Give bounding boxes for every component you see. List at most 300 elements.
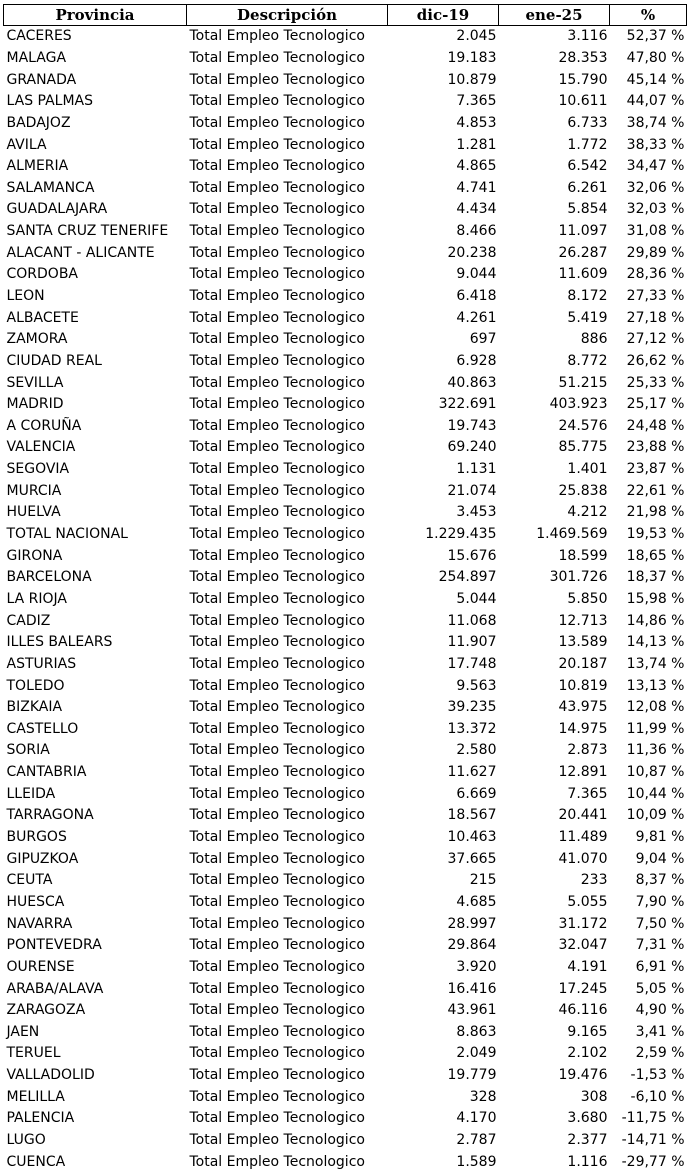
cell-dic-19: 15.676: [447, 547, 497, 564]
cell-dic-19: 17.748: [447, 655, 497, 672]
cell-percent: 10,44 %: [626, 785, 685, 802]
table-row: [4, 286, 687, 308]
cell-ene-25: 13.589: [558, 634, 608, 651]
cell-provincia: GRANADA: [6, 71, 77, 88]
cell-dic-19: 39.235: [447, 699, 497, 716]
cell-ene-25: 41.070: [558, 850, 608, 867]
cell-ene-25: 308: [580, 1088, 608, 1105]
cell-provincia: ILLES BALEARS: [6, 634, 113, 651]
cell-percent: 34,47 %: [626, 158, 685, 175]
cell-provincia: HUELVA: [6, 504, 61, 521]
cell-provincia: ZARAGOZA: [6, 1002, 86, 1019]
cell-provincia: TOTAL NACIONAL: [6, 526, 128, 543]
cell-percent: 44,07 %: [626, 93, 685, 110]
table-row: [4, 610, 687, 632]
table-row: [4, 524, 687, 546]
cell-dic-19: 254.897: [438, 569, 497, 586]
cell-dic-19: 6.418: [456, 288, 497, 304]
cell-dic-19: 16.416: [447, 980, 497, 997]
cell-provincia: LUGO: [6, 1131, 46, 1148]
cell-descripcion: Total Empleo Tecnologico: [189, 1045, 365, 1062]
cell-percent: 11,36 %: [626, 742, 685, 759]
cell-ene-25: 20.187: [558, 655, 608, 672]
cell-dic-19: 322.691: [438, 396, 497, 413]
table-row: [4, 913, 687, 935]
cell-dic-19: 29.864: [447, 937, 497, 954]
cell-descripcion: Total Empleo Tecnologico: [189, 223, 365, 240]
cell-provincia: SEVILLA: [6, 374, 64, 391]
cell-percent: 29,89 %: [626, 244, 685, 261]
cell-provincia: TERUEL: [6, 1045, 61, 1062]
cell-percent: 47,80 %: [626, 49, 685, 66]
cell-provincia: SANTA CRUZ TENERIFE: [6, 223, 169, 240]
cell-percent: 7,31 %: [635, 937, 685, 954]
cell-descripcion: Total Empleo Tecnologico: [189, 742, 365, 759]
cell-percent: 5,05 %: [635, 980, 685, 997]
header-dic-19: dic-19: [388, 5, 499, 26]
cell-ene-25: 24.576: [558, 417, 608, 434]
cell-dic-19: 1.281: [456, 136, 497, 153]
cell-ene-25: 15.790: [558, 71, 608, 88]
cell-percent: -29,77 %: [621, 1153, 685, 1170]
cell-dic-19: 10.879: [447, 71, 497, 88]
cell-dic-19: 5.044: [456, 590, 497, 607]
cell-ene-25: 301.726: [549, 569, 608, 586]
cell-provincia: MADRID: [6, 396, 64, 413]
header-row: [4, 5, 687, 26]
table-row: [4, 1043, 687, 1065]
table-row: [4, 199, 687, 221]
cell-percent: -1,53 %: [630, 1067, 685, 1084]
table-row: [4, 502, 687, 524]
cell-descripcion: Total Empleo Tecnologico: [189, 872, 365, 889]
cell-descripcion: Total Empleo Tecnologico: [189, 590, 365, 607]
cell-percent: 22,61 %: [626, 482, 685, 499]
cell-descripcion: Total Empleo Tecnologico: [189, 1023, 365, 1040]
cell-descripcion: Total Empleo Tecnologico: [189, 309, 365, 326]
cell-ene-25: 5.854: [567, 201, 608, 218]
cell-ene-25: 9.165: [567, 1023, 608, 1040]
table-row: [4, 1021, 687, 1043]
cell-descripcion: Total Empleo Tecnologico: [189, 526, 365, 543]
cell-provincia: CUENCA: [6, 1153, 66, 1170]
cell-percent: 45,14 %: [626, 71, 685, 88]
cell-ene-25: 20.441: [558, 807, 608, 824]
cell-provincia: AVILA: [6, 136, 47, 153]
table-row: [4, 26, 687, 48]
cell-percent: -6,10 %: [630, 1088, 685, 1105]
cell-percent: 18,37 %: [626, 569, 685, 586]
cell-percent: 12,08 %: [626, 699, 685, 716]
cell-dic-19: 4.685: [456, 893, 497, 910]
cell-provincia: OURENSE: [6, 958, 75, 975]
cell-provincia: MURCIA: [6, 482, 62, 499]
cell-ene-25: 2.873: [567, 742, 608, 759]
cell-percent: 21,98 %: [626, 504, 685, 521]
cell-provincia: SALAMANCA: [6, 179, 95, 196]
cell-dic-19: 3.920: [456, 958, 497, 975]
table-row: [4, 459, 687, 481]
table-row: [4, 957, 687, 979]
cell-percent: 14,13 %: [626, 634, 685, 651]
cell-percent: 31,08 %: [626, 223, 685, 240]
cell-dic-19: 4.434: [456, 201, 497, 218]
table-row: [4, 1151, 687, 1173]
cell-descripcion: Total Empleo Tecnologico: [189, 634, 365, 651]
cell-ene-25: 85.775: [558, 439, 608, 456]
cell-percent: 13,13 %: [626, 677, 685, 694]
cell-provincia: A CORUÑA: [6, 417, 82, 434]
cell-dic-19: 9.563: [456, 677, 497, 694]
cell-dic-19: 2.580: [456, 742, 497, 759]
table-row: [4, 675, 687, 697]
cell-provincia: LEON: [6, 288, 45, 304]
cell-dic-19: 697: [469, 331, 497, 348]
cell-descripcion: Total Empleo Tecnologico: [189, 461, 365, 478]
cell-dic-19: 19.743: [447, 417, 497, 434]
cell-ene-25: 6.261: [567, 179, 608, 196]
table-row: [4, 719, 687, 741]
cell-descripcion: Total Empleo Tecnologico: [189, 807, 365, 824]
table-row: [4, 1000, 687, 1022]
cell-descripcion: Total Empleo Tecnologico: [189, 352, 365, 369]
cell-descripcion: Total Empleo Tecnologico: [189, 28, 365, 45]
cell-descripcion: Total Empleo Tecnologico: [189, 1002, 365, 1019]
table-body: [4, 26, 687, 1173]
cell-ene-25: 25.838: [558, 482, 608, 499]
cell-ene-25: 1.401: [567, 461, 608, 478]
cell-ene-25: 11.097: [558, 223, 608, 240]
cell-percent: 27,12 %: [626, 331, 685, 348]
cell-dic-19: 43.961: [447, 1002, 497, 1019]
table-row: [4, 480, 687, 502]
cell-provincia: CIUDAD REAL: [6, 352, 102, 369]
cell-descripcion: Total Empleo Tecnologico: [189, 569, 365, 586]
table-row: [4, 892, 687, 914]
cell-provincia: ARABA/ALAVA: [6, 980, 104, 997]
cell-ene-25: 12.713: [558, 612, 608, 629]
cell-descripcion: Total Empleo Tecnologico: [189, 655, 365, 672]
cell-ene-25: 11.489: [558, 829, 608, 846]
header-provincia: Provincia: [4, 5, 187, 26]
cell-percent: 10,87 %: [626, 764, 685, 781]
cell-dic-19: 18.567: [447, 807, 497, 824]
cell-ene-25: 11.609: [558, 266, 608, 283]
cell-ene-25: 5.055: [567, 893, 608, 910]
cell-dic-19: 69.240: [447, 439, 497, 456]
cell-percent: 38,74 %: [626, 114, 685, 131]
cell-ene-25: 6.733: [567, 114, 608, 131]
cell-provincia: CANTABRIA: [6, 764, 87, 781]
table-row: [4, 848, 687, 870]
cell-ene-25: 17.245: [558, 980, 608, 997]
cell-descripcion: Total Empleo Tecnologico: [189, 201, 365, 218]
cell-provincia: PONTEVEDRA: [6, 937, 102, 954]
cell-dic-19: 328: [469, 1088, 497, 1105]
table-header: [4, 5, 687, 26]
cell-provincia: VALLADOLID: [6, 1067, 95, 1084]
cell-ene-25: 4.212: [567, 504, 608, 521]
table-row: [4, 416, 687, 438]
table-row: [4, 870, 687, 892]
cell-percent: 7,90 %: [635, 893, 685, 910]
table-row: [4, 805, 687, 827]
cell-descripcion: Total Empleo Tecnologico: [189, 612, 365, 629]
cell-ene-25: 14.975: [558, 720, 608, 737]
cell-ene-25: 18.599: [558, 547, 608, 564]
cell-descripcion: Total Empleo Tecnologico: [189, 1153, 365, 1170]
cell-descripcion: Total Empleo Tecnologico: [189, 893, 365, 910]
cell-percent: 32,03 %: [626, 201, 685, 218]
cell-dic-19: 4.865: [456, 158, 497, 175]
cell-ene-25: 8.172: [567, 288, 608, 304]
cell-provincia: GIPUZKOA: [6, 850, 79, 867]
cell-percent: 23,87 %: [626, 461, 685, 478]
cell-ene-25: 12.891: [558, 764, 608, 781]
cell-dic-19: 2.045: [456, 28, 497, 45]
cell-dic-19: 11.627: [447, 764, 497, 781]
table-row: [4, 1108, 687, 1130]
cell-percent: 10,09 %: [626, 807, 685, 824]
cell-percent: 38,33 %: [626, 136, 685, 153]
cell-dic-19: 11.907: [447, 634, 497, 651]
cell-percent: 13,74 %: [626, 655, 685, 672]
cell-percent: 7,50 %: [635, 915, 685, 932]
cell-percent: 2,59 %: [635, 1045, 685, 1062]
cell-percent: 4,90 %: [635, 1002, 685, 1019]
cell-dic-19: 4.261: [456, 309, 497, 326]
table-row: [4, 1086, 687, 1108]
cell-descripcion: Total Empleo Tecnologico: [189, 396, 365, 413]
cell-provincia: SEGOVIA: [6, 461, 70, 478]
table-row: [4, 783, 687, 805]
table-row: [4, 177, 687, 199]
cell-dic-19: 8.863: [456, 1023, 497, 1040]
cell-provincia: BADAJOZ: [6, 114, 71, 131]
table-row: [4, 134, 687, 156]
cell-descripcion: Total Empleo Tecnologico: [189, 417, 365, 434]
cell-percent: 14,86 %: [626, 612, 685, 629]
cell-percent: 15,98 %: [626, 590, 685, 607]
cell-provincia: MALAGA: [6, 49, 67, 66]
cell-percent: 19,53 %: [626, 526, 685, 543]
cell-provincia: LLEIDA: [6, 785, 56, 802]
cell-provincia: PALENCIA: [6, 1110, 75, 1127]
table-row: [4, 567, 687, 589]
cell-dic-19: 4.170: [456, 1110, 497, 1127]
cell-provincia: GIRONA: [6, 547, 63, 564]
cell-percent: 8,37 %: [635, 872, 685, 889]
cell-descripcion: Total Empleo Tecnologico: [189, 958, 365, 975]
cell-percent: 27,18 %: [626, 309, 685, 326]
cell-provincia: VALENCIA: [6, 439, 76, 456]
cell-dic-19: 40.863: [447, 374, 497, 391]
cell-ene-25: 233: [580, 872, 608, 889]
table-row: [4, 437, 687, 459]
cell-dic-19: 28.997: [447, 915, 497, 932]
table-row: [4, 935, 687, 957]
cell-dic-19: 1.229.435: [425, 526, 497, 543]
cell-descripcion: Total Empleo Tecnologico: [189, 374, 365, 391]
cell-ene-25: 3.680: [567, 1110, 608, 1127]
cell-ene-25: 3.116: [567, 28, 608, 45]
cell-descripcion: Total Empleo Tecnologico: [189, 1067, 365, 1084]
cell-percent: 6,91 %: [635, 958, 685, 975]
cell-ene-25: 5.419: [567, 309, 608, 326]
cell-provincia: CADIZ: [6, 612, 51, 629]
cell-ene-25: 28.353: [558, 49, 608, 66]
cell-ene-25: 7.365: [567, 785, 608, 802]
cell-descripcion: Total Empleo Tecnologico: [189, 71, 365, 88]
cell-descripcion: Total Empleo Tecnologico: [189, 504, 365, 521]
cell-provincia: MELILLA: [6, 1088, 65, 1105]
table-row: [4, 48, 687, 70]
cell-dic-19: 13.372: [447, 720, 497, 737]
cell-dic-19: 1.131: [456, 461, 497, 478]
cell-dic-19: 215: [469, 872, 497, 889]
cell-percent: 11,99 %: [626, 720, 685, 737]
cell-descripcion: Total Empleo Tecnologico: [189, 1088, 365, 1105]
cell-provincia: BARCELONA: [6, 569, 92, 586]
cell-ene-25: 8.772: [567, 352, 608, 369]
cell-descripcion: Total Empleo Tecnologico: [189, 136, 365, 153]
cell-ene-25: 32.047: [558, 937, 608, 954]
table-row: [4, 329, 687, 351]
cell-percent: -11,75 %: [621, 1110, 685, 1127]
table-row: [4, 242, 687, 264]
table-row: [4, 221, 687, 243]
cell-percent: -14,71 %: [621, 1131, 685, 1148]
table-row: [4, 307, 687, 329]
cell-provincia: LA RIOJA: [6, 590, 67, 607]
cell-descripcion: Total Empleo Tecnologico: [189, 114, 365, 131]
cell-percent: 26,62 %: [626, 352, 685, 369]
cell-percent: 9,04 %: [635, 850, 685, 867]
table-row: [4, 654, 687, 676]
employment-table: [3, 4, 687, 1173]
cell-provincia: CORDOBA: [6, 266, 79, 283]
header-ene-25: ene-25: [499, 5, 610, 26]
cell-descripcion: Total Empleo Tecnologico: [189, 179, 365, 196]
cell-descripcion: Total Empleo Tecnologico: [189, 785, 365, 802]
cell-dic-19: 19.183: [447, 49, 497, 66]
cell-descripcion: Total Empleo Tecnologico: [189, 937, 365, 954]
table-row: [4, 545, 687, 567]
table-row: [4, 589, 687, 611]
cell-ene-25: 51.215: [558, 374, 608, 391]
cell-ene-25: 2.377: [567, 1131, 608, 1148]
cell-percent: 23,88 %: [626, 439, 685, 456]
cell-provincia: ALBACETE: [6, 309, 79, 326]
cell-ene-25: 46.116: [558, 1002, 608, 1019]
table-row: [4, 156, 687, 178]
cell-descripcion: Total Empleo Tecnologico: [189, 331, 365, 348]
cell-provincia: LAS PALMAS: [6, 93, 94, 110]
cell-descripcion: Total Empleo Tecnologico: [189, 915, 365, 932]
cell-descripcion: Total Empleo Tecnologico: [189, 93, 365, 110]
table-row: [4, 762, 687, 784]
header-descripcion: Descripción: [187, 5, 388, 26]
cell-ene-25: 1.116: [567, 1153, 608, 1170]
cell-descripcion: Total Empleo Tecnologico: [189, 244, 365, 261]
cell-percent: 28,36 %: [626, 266, 685, 283]
cell-dic-19: 3.453: [456, 504, 497, 521]
cell-provincia: CEUTA: [6, 872, 53, 889]
cell-dic-19: 4.853: [456, 114, 497, 131]
cell-dic-19: 19.779: [447, 1067, 497, 1084]
cell-provincia: CACERES: [6, 28, 72, 45]
table-row: [4, 394, 687, 416]
cell-descripcion: Total Empleo Tecnologico: [189, 158, 365, 175]
table-row: [4, 1130, 687, 1152]
cell-descripcion: Total Empleo Tecnologico: [189, 266, 365, 283]
cell-provincia: ZAMORA: [6, 331, 68, 348]
cell-descripcion: Total Empleo Tecnologico: [189, 49, 365, 66]
cell-descripcion: Total Empleo Tecnologico: [189, 980, 365, 997]
cell-provincia: BURGOS: [6, 829, 67, 846]
table-row: [4, 827, 687, 849]
cell-descripcion: Total Empleo Tecnologico: [189, 829, 365, 846]
cell-ene-25: 5.850: [567, 590, 608, 607]
cell-percent: 25,17 %: [626, 396, 685, 413]
table-row: [4, 351, 687, 373]
cell-descripcion: Total Empleo Tecnologico: [189, 439, 365, 456]
cell-dic-19: 21.074: [447, 482, 497, 499]
table-row: [4, 740, 687, 762]
cell-descripcion: Total Empleo Tecnologico: [189, 677, 365, 694]
cell-provincia: NAVARRA: [6, 915, 73, 932]
cell-dic-19: 10.463: [447, 829, 497, 846]
cell-dic-19: 6.669: [456, 785, 497, 802]
cell-ene-25: 1.469.569: [536, 526, 608, 543]
cell-dic-19: 11.068: [447, 612, 497, 629]
table-row: [4, 69, 687, 91]
cell-provincia: BIZKAIA: [6, 699, 63, 716]
cell-ene-25: 26.287: [558, 244, 608, 261]
cell-percent: 32,06 %: [626, 179, 685, 196]
cell-percent: 25,33 %: [626, 374, 685, 391]
table-row: [4, 372, 687, 394]
cell-provincia: HUESCA: [6, 893, 65, 910]
cell-dic-19: 20.238: [447, 244, 497, 261]
table-row: [4, 1065, 687, 1087]
cell-provincia: JAEN: [6, 1023, 40, 1040]
cell-descripcion: Total Empleo Tecnologico: [189, 699, 365, 716]
cell-ene-25: 19.476: [558, 1067, 608, 1084]
cell-percent: 18,65 %: [626, 547, 685, 564]
cell-provincia: CASTELLO: [6, 720, 79, 737]
cell-dic-19: 4.741: [456, 179, 497, 196]
cell-ene-25: 886: [580, 331, 608, 348]
cell-descripcion: Total Empleo Tecnologico: [189, 288, 365, 304]
cell-ene-25: 4.191: [567, 958, 608, 975]
cell-descripcion: Total Empleo Tecnologico: [189, 764, 365, 781]
cell-descripcion: Total Empleo Tecnologico: [189, 1110, 365, 1127]
cell-provincia: TOLEDO: [6, 677, 65, 694]
cell-descripcion: Total Empleo Tecnologico: [189, 1131, 365, 1148]
cell-descripcion: Total Empleo Tecnologico: [189, 547, 365, 564]
header-percent: %: [610, 5, 687, 26]
cell-percent: 27,33 %: [626, 288, 685, 304]
cell-provincia: SORIA: [6, 742, 50, 759]
cell-percent: 52,37 %: [626, 28, 685, 45]
cell-dic-19: 9.044: [456, 266, 497, 283]
cell-provincia: ALMERIA: [6, 158, 69, 175]
cell-provincia: GUADALAJARA: [6, 201, 108, 218]
cell-provincia: TARRAGONA: [6, 807, 94, 824]
cell-ene-25: 10.611: [558, 93, 608, 110]
cell-dic-19: 6.928: [456, 352, 497, 369]
